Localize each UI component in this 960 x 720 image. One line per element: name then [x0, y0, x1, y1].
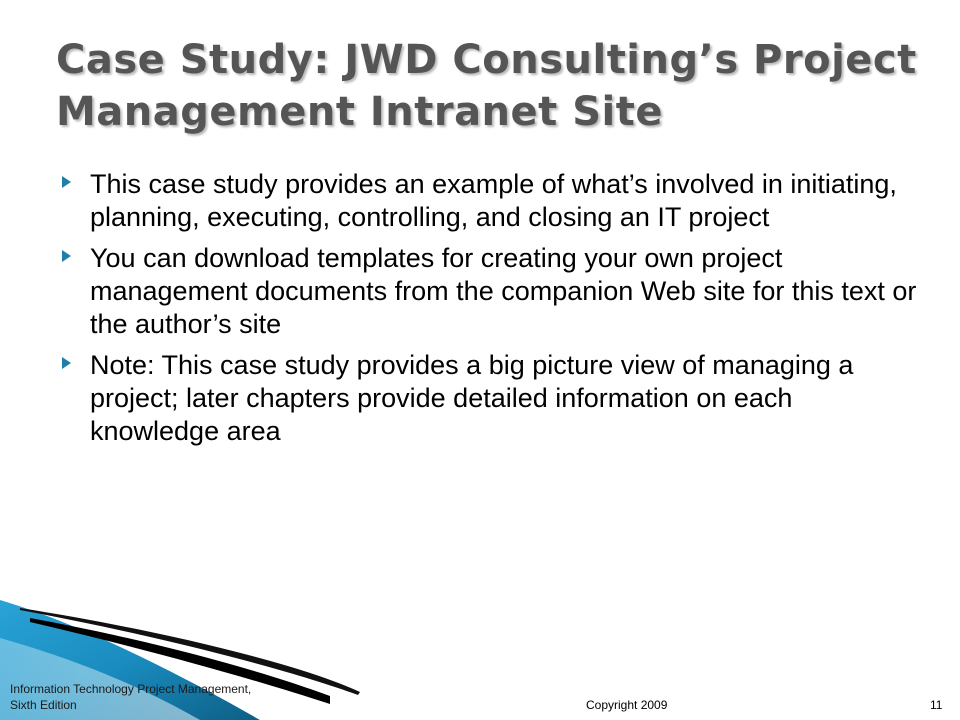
bullet-item	[62, 349, 922, 448]
footer-book-title: Information Technology Project Management, Sixth Edition	[10, 682, 252, 712]
triangle-right-icon	[62, 357, 71, 369]
triangle-right-icon	[62, 176, 71, 188]
bullet-item	[62, 168, 922, 234]
bullet-item	[62, 242, 922, 341]
bullet-text: You can download templates for creating your own project management documents from the companion Web site for this text or the author’s site	[90, 243, 917, 339]
footer-page-number: 11	[930, 698, 943, 712]
triangle-right-icon	[62, 250, 71, 262]
bullet-list	[62, 168, 922, 456]
bullet-text: Note: This case study provides a big picture view of managing a project; later chapters provide detailed information on each knowledge area	[90, 350, 854, 446]
bullet-text: This case study provides an example of what’s involved in initiating, planning, executing, controlling, and closing an IT project	[90, 169, 897, 232]
footer-copyright: Copyright 2009	[586, 698, 668, 712]
slide-title: Case Study: JWD Consulting’s Project Management Intranet Site	[56, 37, 917, 135]
